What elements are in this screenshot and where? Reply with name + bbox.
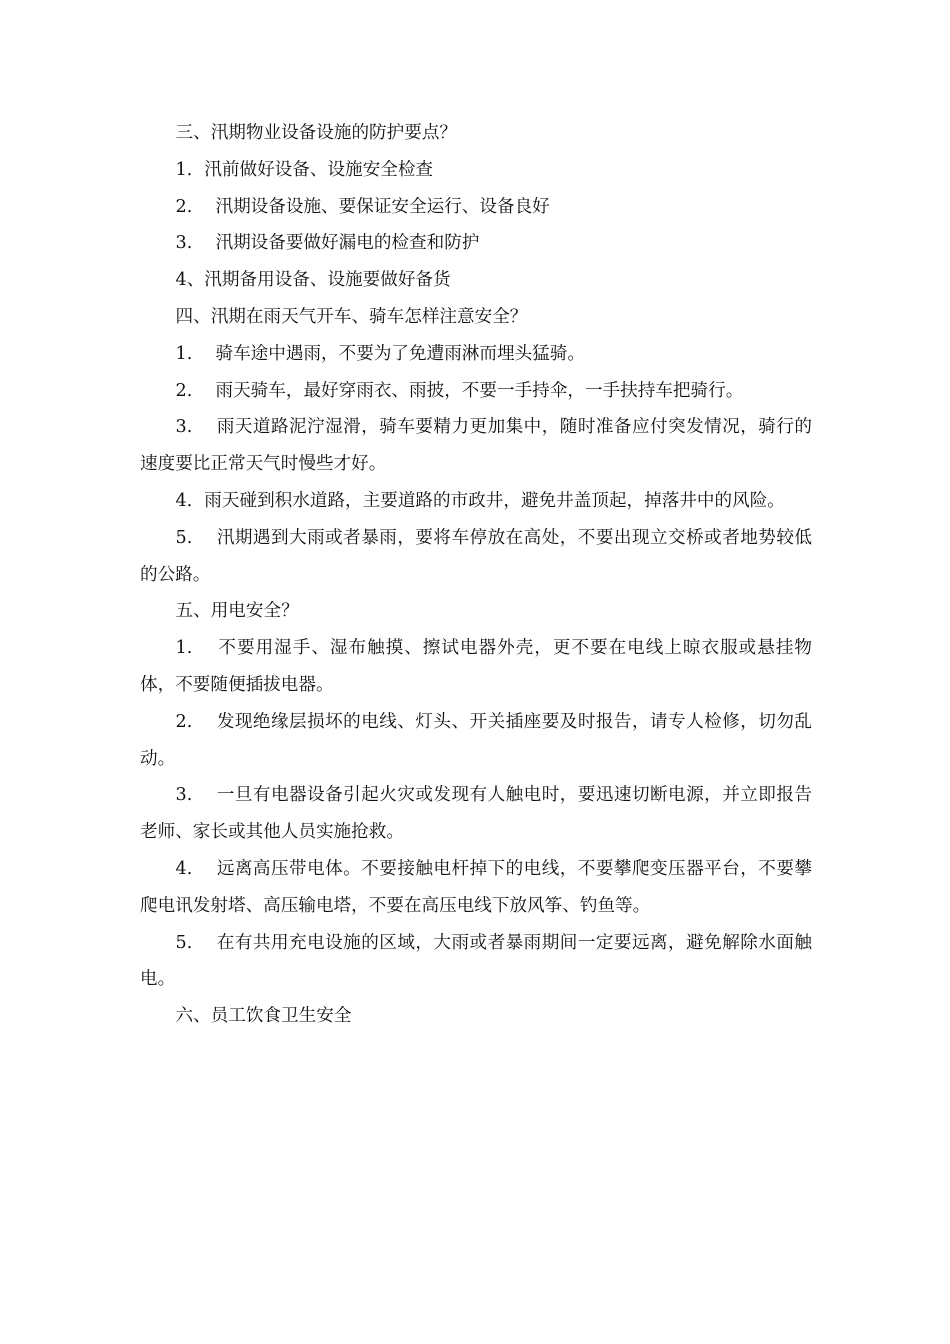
list-item: 5. 汛期遇到大雨或者暴雨，要将车停放在高处，不要出现立交桥或者地势较低的公路。 <box>140 527 812 585</box>
list-item: 3. 汛期设备要做好漏电的检查和防护 <box>175 233 480 254</box>
list-item: 3. 雨天道路泥泞湿滑，骑车要精力更加集中，随时准备应付突发情况，骑行的速度要比正常天气时慢些才好。 <box>140 417 812 475</box>
list-item: 4、汛期备用设备、设施要做好备货 <box>175 270 451 291</box>
section-heading-4: 四、汛期在雨天气开车、骑车怎样注意安全？ <box>175 306 528 327</box>
document-body <box>140 115 812 1035</box>
list-item: 3. 一旦有电器设备引起火灾或发现有人触电时，要迅速切断电源，并立即报告老师、家长或其他人员实施抢救。 <box>140 785 812 843</box>
section-heading-5: 五、用电安全？ <box>175 601 299 622</box>
list-item: 1. 骑车途中遇雨，不要为了免遭雨淋而埋头猛骑。 <box>175 343 585 364</box>
list-item: 4．雨天碰到积水道路，主要道路的市政井，避免井盖顶起，掉落井中的风险。 <box>175 490 785 511</box>
list-item: 1．汛前做好设备、设施安全检查 <box>175 159 434 180</box>
list-item: 2. 发现绝缘层损坏的电线、灯头、开关插座要及时报告，请专人检修，切勿乱动。 <box>140 711 812 769</box>
list-item: 4. 远离高压带电体。不要接触电杆掉下的电线，不要攀爬变压器平台，不要攀爬电讯发射塔、高压输电塔，不要在高压电线下放风筝、钓鱼等。 <box>140 858 812 916</box>
section-heading-6: 六、员工饮食卫生安全 <box>175 1006 352 1027</box>
list-item: 2. 雨天骑车，最好穿雨衣、雨披，不要一手持伞，一手扶持车把骑行。 <box>175 380 744 401</box>
list-item: 1. 不要用湿手、湿布触摸、擦试电器外壳，更不要在电线上晾衣服或悬挂物体，不要随便插拔电器。 <box>140 638 812 695</box>
section-heading-3: 三、汛期物业设备设施的防护要点？ <box>175 123 458 143</box>
list-item: 2. 汛期设备设施、要保证安全运行、设备良好 <box>175 196 550 217</box>
list-item: 5. 在有共用充电设施的区域，大雨或者暴雨期间一定要远离，避免解除水面触电。 <box>140 932 812 990</box>
